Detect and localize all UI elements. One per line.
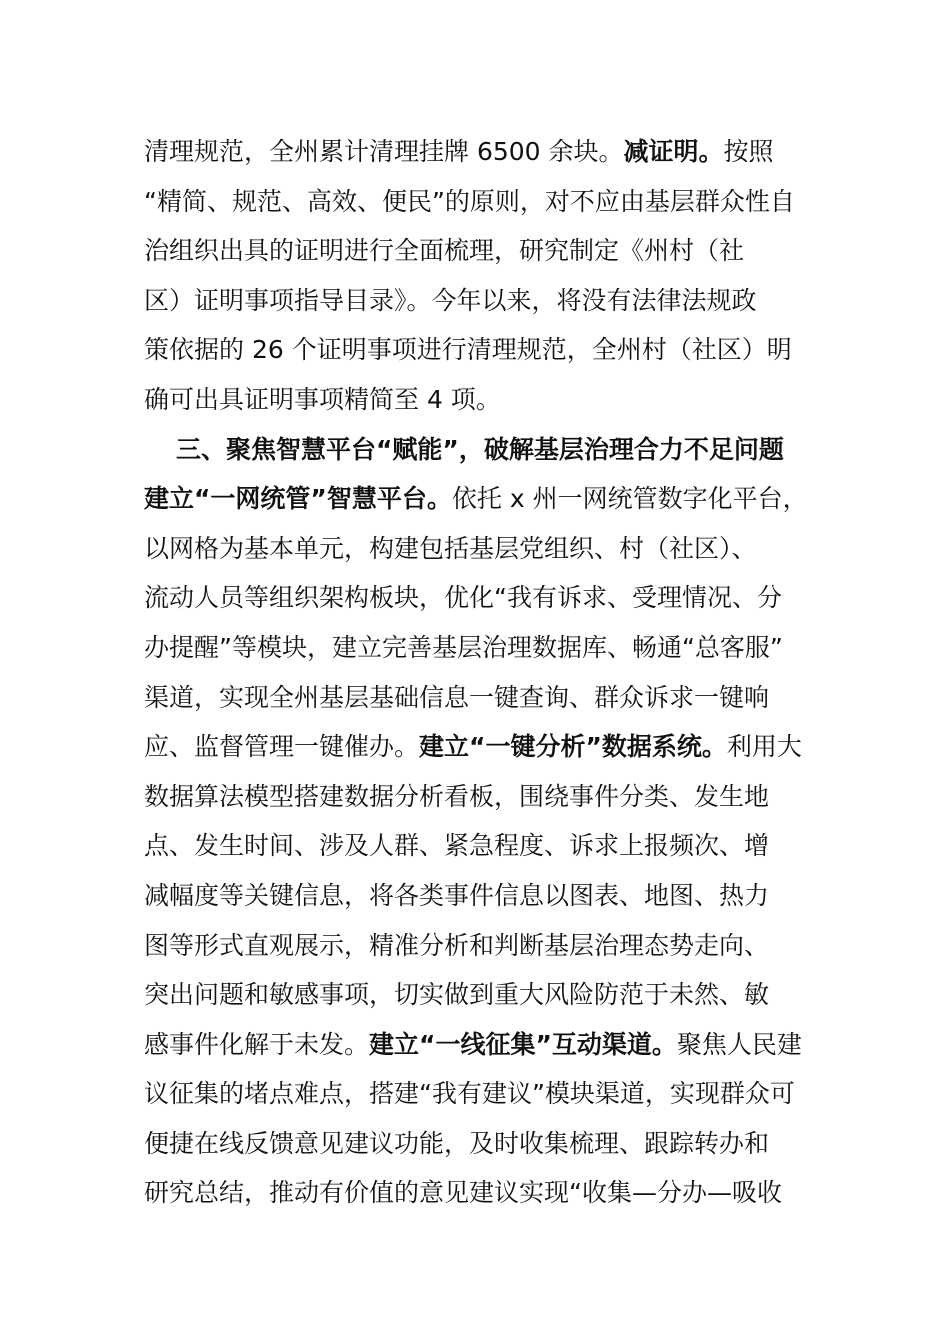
text-line xyxy=(144,226,808,276)
text-line xyxy=(144,127,808,177)
text-run: 利用大 xyxy=(726,732,802,762)
text-run: 图等形式直观展示，精准分析和判断基层治理态势走向、 xyxy=(144,930,770,960)
text-run: 区）证明事项指导目录》。今年以来，将没有法律法规政 xyxy=(144,285,757,315)
text-run: 按照 xyxy=(723,137,774,166)
text-run: 感事件化解于未发。 xyxy=(144,1029,370,1059)
bold-run: 建立“一键分析”数据系统。 xyxy=(419,732,727,762)
text-line xyxy=(144,375,808,425)
text-run: 策依据的 26 个证明事项进行清理规范，全州村（社区）明 xyxy=(144,335,792,365)
text-line xyxy=(144,921,808,971)
text-line xyxy=(144,276,808,326)
text-run: 应、监督管理一键催办。 xyxy=(144,732,420,762)
text-run: “精简、规范、高效、便民”的原则，对不应由基层群众性自 xyxy=(144,186,795,216)
text-run: 聚焦人民建 xyxy=(676,1029,802,1059)
text-run: 清理规范，全州累计清理挂牌 6500 余块。 xyxy=(144,137,624,166)
text-line xyxy=(144,1020,808,1070)
text-line xyxy=(144,524,808,574)
bold-run: 三、聚焦智慧平台“赋能”，破解基层治理合力不足问题 xyxy=(176,434,784,464)
text-line xyxy=(144,673,808,723)
text-line xyxy=(144,1069,808,1119)
bold-run: 减证明。 xyxy=(623,137,724,166)
text-line xyxy=(144,623,808,673)
bold-run: 建立“一线征集”互动渠道。 xyxy=(369,1029,677,1059)
text-run: 研究总结，推动有价值的意见建议实现“收集—分办—吸收 xyxy=(144,1178,782,1208)
text-line xyxy=(144,177,808,227)
text-line xyxy=(144,573,808,623)
text-line xyxy=(144,871,808,921)
text-run: 数据算法模型搭建数据分析看板，围绕事件分类、发生地 xyxy=(144,781,770,811)
text-run: 以网格为基本单元，构建包括基层党组织、村（社区）、 xyxy=(144,533,757,563)
document-body xyxy=(144,127,808,1218)
bold-run: 建立“一网统管”智慧平台。 xyxy=(144,484,452,514)
text-run: 依托 x 州一网统管数字化平台， xyxy=(451,484,808,514)
text-line xyxy=(144,970,808,1020)
text-line xyxy=(144,1168,808,1218)
text-run: 治组织出具的证明进行全面梳理，研究制定《州村（社 xyxy=(144,236,745,266)
text-line xyxy=(144,821,808,871)
text-run: 便捷在线反馈意见建议功能，及时收集梳理、跟踪转办和 xyxy=(144,1128,770,1158)
text-run: 确可出具证明事项精简至 4 项。 xyxy=(144,384,501,414)
text-run: 议征集的堵点难点，搭建“我有建议”模块渠道，实现群众可 xyxy=(144,1079,795,1109)
text-run: 点、发生时间、涉及人群、紧急程度、诉求上报频次、增 xyxy=(144,831,770,861)
text-run: 渠道，实现全州基层基础信息一键查询、群众诉求一键响 xyxy=(144,682,770,712)
text-run: 减幅度等关键信息，将各类事件信息以图表、地图、热力 xyxy=(144,880,770,910)
text-run: 流动人员等组织架构板块，优化“我有诉求、受理情况、分 xyxy=(144,583,782,613)
text-line xyxy=(144,1119,808,1169)
text-line xyxy=(144,722,808,772)
text-run: 办提醒”等模块，建立完善基层治理数据库、畅通“总客服” xyxy=(144,632,783,662)
text-line xyxy=(144,474,808,524)
text-line xyxy=(144,772,808,822)
text-line xyxy=(144,325,808,375)
text-run: 突出问题和敏感事项，切实做到重大风险防范于未然、敏 xyxy=(144,980,770,1010)
section-heading xyxy=(144,425,808,475)
